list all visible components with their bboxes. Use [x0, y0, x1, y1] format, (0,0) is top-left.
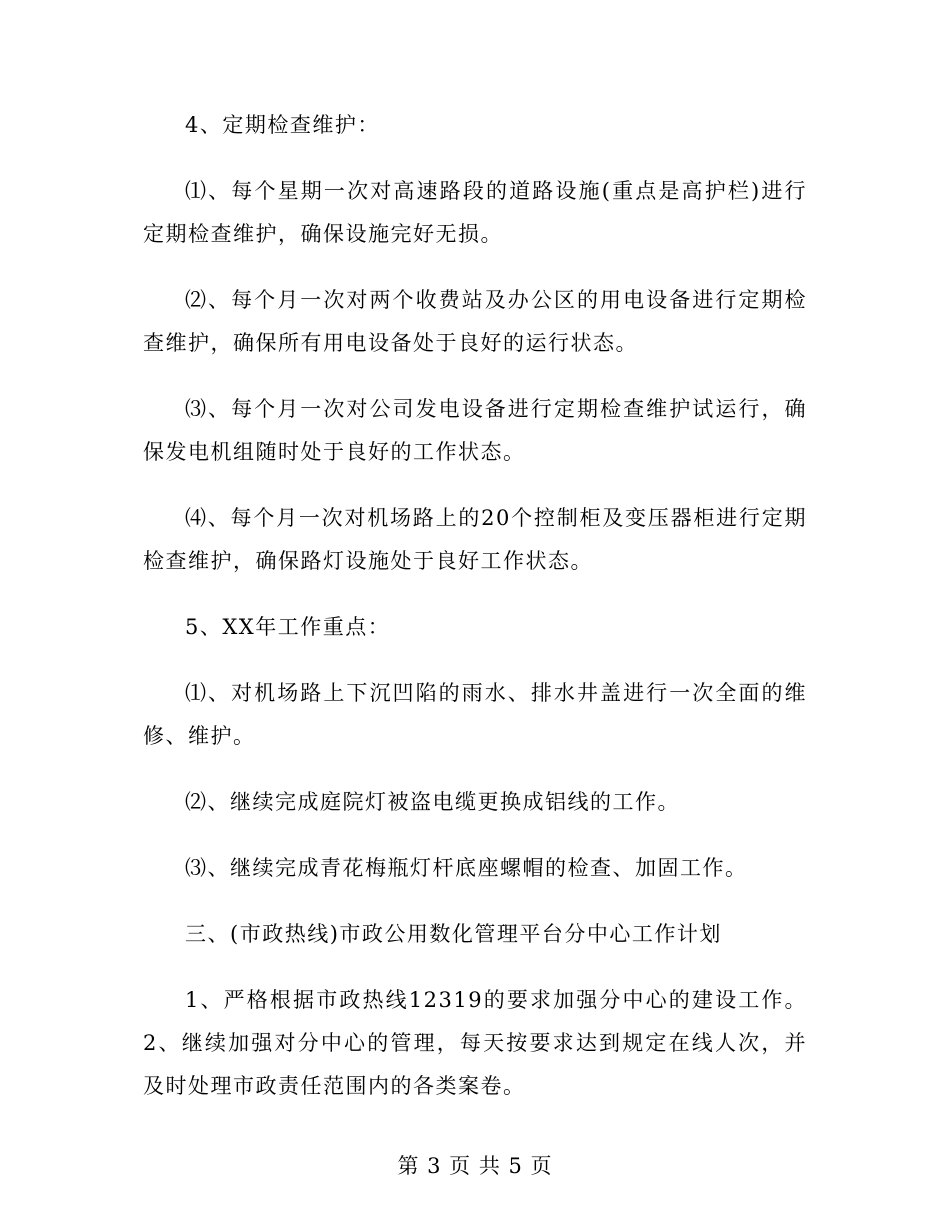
paragraph-item-5-2: ⑵、继续完成庭院灯被盗电缆更换成铝线的工作。 [185, 790, 680, 814]
paragraph-section-4-heading: 4、定期检查维护： [185, 113, 380, 137]
paragraph-item-5-3: ⑶、继续完成青花梅瓶灯杆底座螺帽的检查、加固工作。 [185, 856, 748, 880]
paragraph-section-3-heading: 三、(市政热线)市政公用数化管理平台分中心工作计划 [185, 922, 722, 946]
page-number-label: 第 3 页 共 5 页 [397, 1154, 553, 1178]
paragraph-section-5-heading: 5、XX年工作重点： [185, 615, 391, 639]
document-body [143, 104, 807, 1131]
paragraph-item-4-2: ⑵、每个月一次对两个收费站及办公区的用电设备进行定期检查维护，确保所有用电设备处于良好的运行状态。 [143, 288, 807, 355]
paragraph-item-5-1: ⑴、对机场路上下沉凹陷的雨水、排水井盖进行一次全面的维修、维护。 [143, 681, 807, 748]
paragraph-item-4-1: ⑴、每个星期一次对高速路段的道路设施(重点是高护栏)进行定期检查维护，确保设施完好无损。 [143, 179, 807, 246]
paragraph-item-4-3: ⑶、每个月一次对公司发电设备进行定期检查维护试运行，确保发电机组随时处于良好的工作状态。 [143, 397, 807, 464]
paragraph-item-4-4: ⑷、每个月一次对机场路上的20个控制柜及变压器柜进行定期检查维护，确保路灯设施处于良好工作状态。 [143, 506, 807, 573]
page-footer [0, 1150, 950, 1180]
paragraph-section-3-items: 1、严格根据市政热线12319的要求加强分中心的建设工作。2、继续加强对分中心的管理，每天按要求达到规定在线人次，并及时处理市政责任范围内的各类案卷。 [143, 988, 807, 1098]
